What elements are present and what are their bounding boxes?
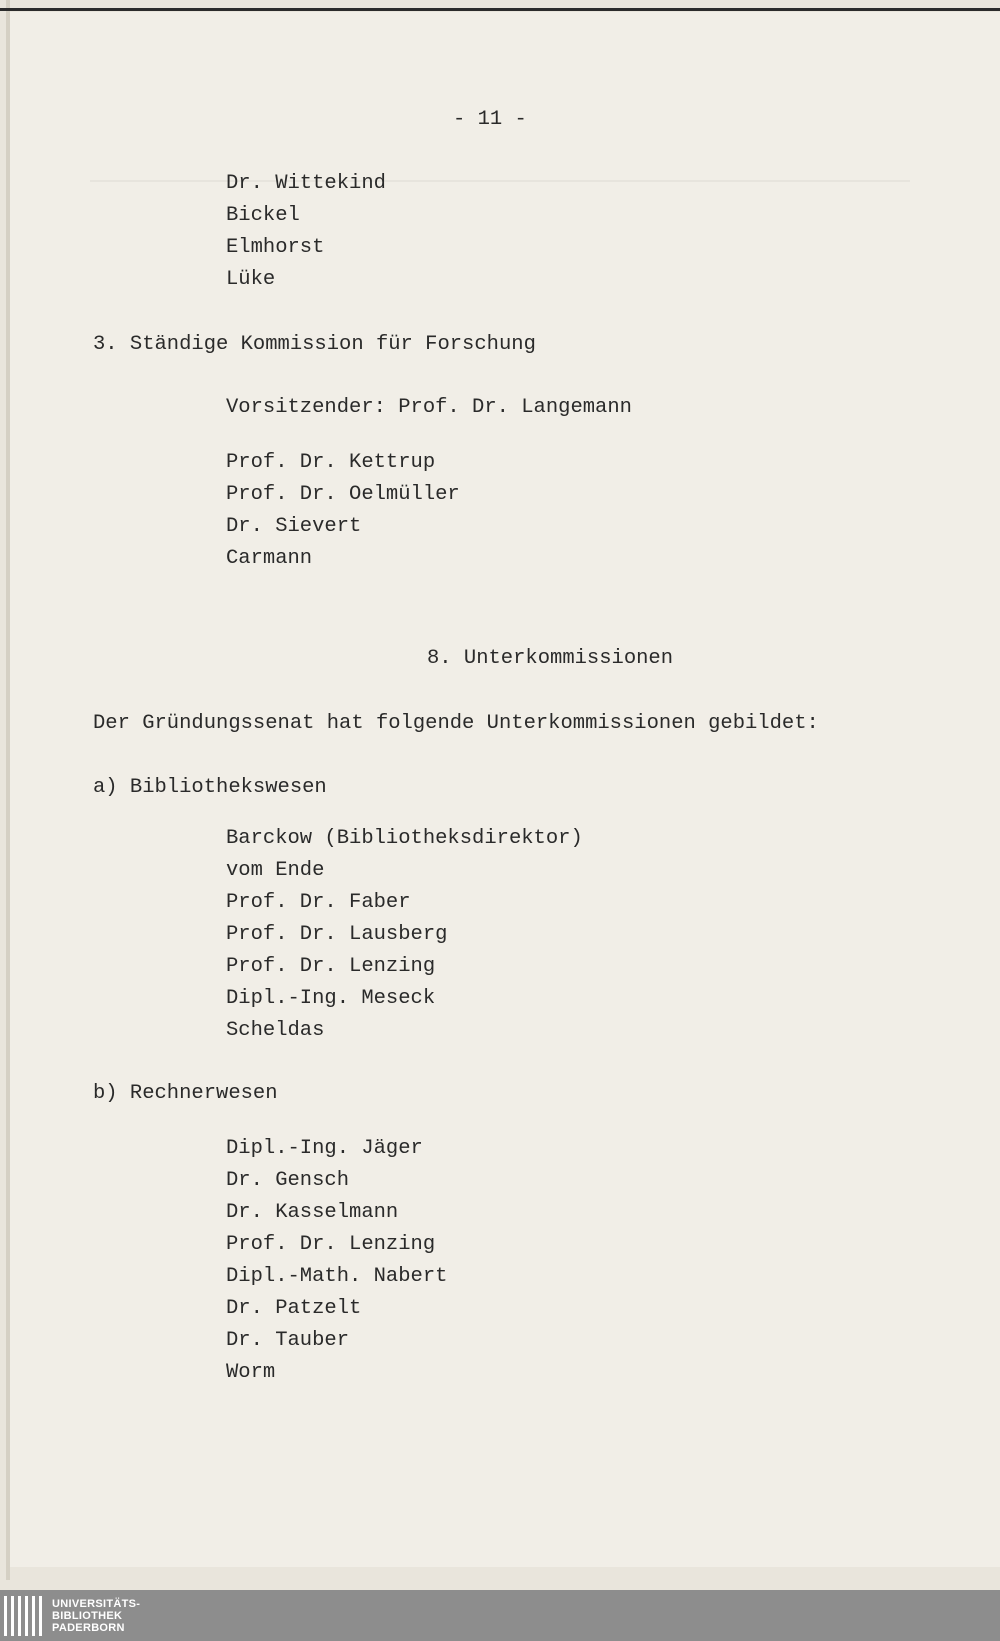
list-item: Dr. Patzelt	[226, 1297, 362, 1320]
list-item: Barckow (Bibliotheksdirektor)	[226, 827, 583, 850]
list-item: Dr. Gensch	[226, 1169, 350, 1192]
list-item: Worm	[226, 1361, 276, 1384]
list-item: Lüke	[226, 268, 276, 291]
section8-intro: Der Gründungssenat hat folgende Unterkommissionen gebildet:	[93, 712, 819, 735]
list-item: Dr. Wittekind	[226, 172, 386, 195]
page-edge	[6, 0, 10, 1580]
list-item: Prof. Dr. Lenzing	[226, 1233, 436, 1256]
subsection-b-heading: b) Rechnerwesen	[93, 1082, 278, 1105]
library-footer	[0, 1590, 1000, 1641]
list-item: Scheldas	[226, 1019, 325, 1042]
list-item: Prof. Dr. Faber	[226, 891, 411, 914]
list-item: Dr. Tauber	[226, 1329, 350, 1352]
list-item: Prof. Dr. Oelmüller	[226, 483, 460, 506]
page-number: - 11 -	[453, 108, 527, 131]
library-name: UNIVERSITÄTS- BIBLIOTHEK PADERBORN	[52, 1598, 141, 1634]
list-item: Prof. Dr. Lausberg	[226, 923, 448, 946]
section8-heading: 8. Unterkommissionen	[427, 647, 674, 670]
list-item: Dipl.-Ing. Jäger	[226, 1137, 423, 1160]
list-item: Carmann	[226, 547, 313, 570]
list-item: vom Ende	[226, 859, 325, 882]
bleed-through	[90, 180, 910, 192]
subsection-a-heading: a) Bibliothekswesen	[93, 776, 327, 799]
list-item: Bickel	[226, 204, 300, 227]
list-item: Dipl.-Ing. Meseck	[226, 987, 436, 1010]
list-item: Prof. Dr. Kettrup	[226, 451, 436, 474]
library-logo-icon	[4, 1596, 44, 1636]
list-item: Prof. Dr. Lenzing	[226, 955, 436, 978]
section3-heading: 3. Ständige Kommission für Forschung	[93, 333, 536, 356]
top-rule	[0, 8, 1000, 11]
list-item: Elmhorst	[226, 236, 325, 259]
list-item: Dipl.-Math. Nabert	[226, 1265, 448, 1288]
section3-chair: Vorsitzender: Prof. Dr. Langemann	[226, 396, 632, 419]
list-item: Dr. Kasselmann	[226, 1201, 399, 1224]
list-item: Dr. Sievert	[226, 515, 362, 538]
